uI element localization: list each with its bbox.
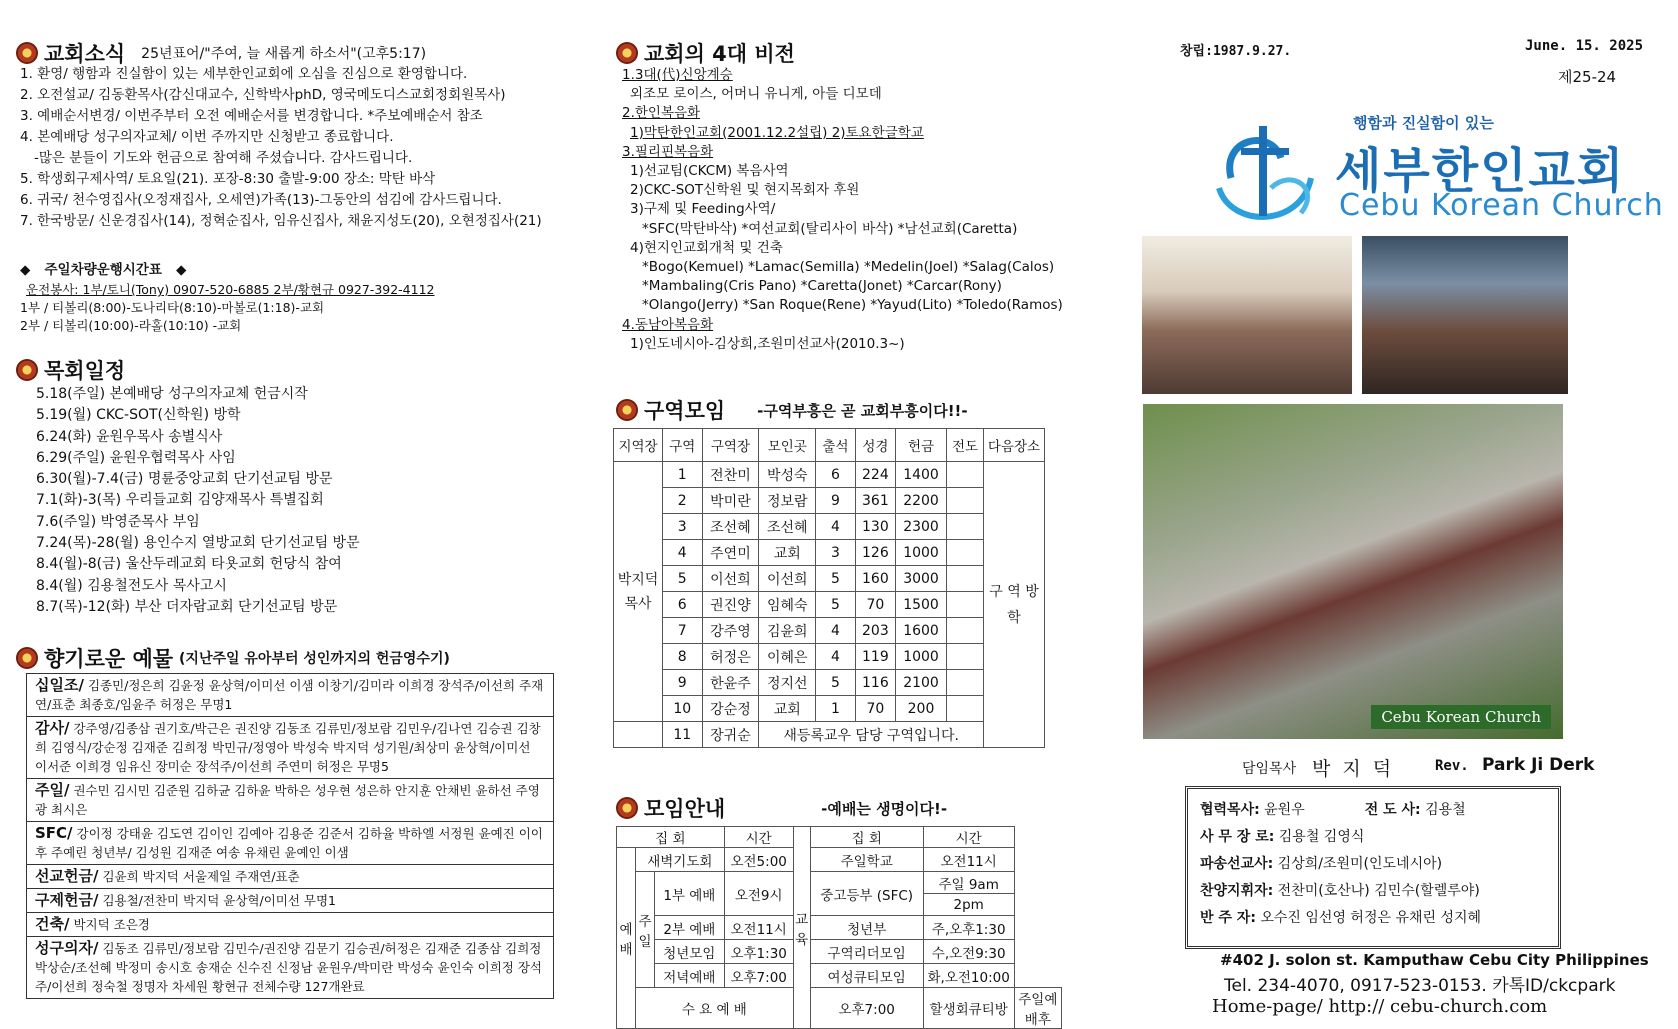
district-cell: 3000 xyxy=(896,566,947,592)
district-header-row xyxy=(614,429,1045,462)
meeting-row xyxy=(617,848,1062,872)
bulletin-date: June. 15. 2025 xyxy=(1525,38,1644,54)
district-cell: 박성숙 xyxy=(759,462,816,488)
vision-item: 4.동남아복음화 xyxy=(622,316,714,333)
district-cell: 70 xyxy=(855,696,895,722)
district-row xyxy=(614,722,1045,748)
district-cell: 장귀순 xyxy=(702,722,759,748)
news-item: 7. 한국방문/ 신운경집사(14), 정혁순집사, 임유신집사, 채윤지성도(20), 오현정집사(21) xyxy=(20,213,542,229)
meeting-s2: 2부 예배 xyxy=(655,916,725,940)
parking-title: 주일차량운행시간표 xyxy=(44,262,162,278)
meeting-row xyxy=(617,964,1062,988)
district-cell: 200 xyxy=(896,696,947,722)
district-cell-evangelism xyxy=(947,644,984,670)
district-cell: 7 xyxy=(663,618,703,644)
news-item: 1. 환영/ 행함과 진실함이 있는 세부한인교회에 오심을 진심으로 환영합니다. xyxy=(20,66,468,82)
founded-date: 창립:1987.9.27. xyxy=(1180,44,1292,59)
meeting-evening-time: 오후7:00 xyxy=(724,964,793,988)
offering-row xyxy=(27,779,553,822)
flower-icon xyxy=(16,359,38,381)
district-cell: 1400 xyxy=(896,462,947,488)
schedule-item: 8.7(목)-12(화) 부산 더자람교회 단기선교팀 방문 xyxy=(36,598,338,615)
meeting-wed: 수 요 예 배 xyxy=(636,988,794,1029)
district-header-cell: 다음장소 xyxy=(984,429,1045,462)
district-slogan: -구역부흥은 곧 교회부흥이다!!- xyxy=(757,401,968,420)
staff-role: 반 주 자: xyxy=(1200,910,1256,926)
district-cell: 11 xyxy=(663,722,703,748)
district-cell: 4 xyxy=(816,514,856,540)
meeting-row xyxy=(617,940,1062,964)
district-cell: 정지선 xyxy=(759,670,816,696)
staff-name: 김상희/조원미(인도네시아) xyxy=(1277,856,1443,872)
staff-row xyxy=(1200,905,1481,932)
vision-item: *SFC(막탄바삭) *여선교회(탈리사이 바삭) *남선교회(Caretta) xyxy=(642,220,1018,237)
district-cell: 4 xyxy=(816,644,856,670)
issue-number: 제25-24 xyxy=(1558,68,1617,86)
district-cell: 119 xyxy=(855,644,895,670)
district-cell: 허정은 xyxy=(702,644,759,670)
offering-category: SFC/ xyxy=(35,824,73,842)
diamond-icon: ◆ xyxy=(20,262,31,278)
parking-driver: 운전봉사: 1부/토니(Tony) 0907-520-6885 2부/황현규 0927-392-4112 xyxy=(26,282,435,297)
meeting-s1: 1부 예배 xyxy=(655,872,725,916)
church-building-photo xyxy=(1143,404,1563,739)
meeting-e3: 청년부 xyxy=(810,916,923,940)
offering-title: 향기로운 예물 xyxy=(44,647,174,671)
meeting-header-row xyxy=(617,827,1062,848)
pastoral-section-header xyxy=(16,355,125,385)
district-cell: 1000 xyxy=(896,540,947,566)
staff-row xyxy=(1200,878,1481,905)
news-title: 교회소식 xyxy=(44,42,126,66)
staff-role: 협력목사: xyxy=(1200,802,1260,818)
offering-row xyxy=(27,913,553,937)
district-cell: 8 xyxy=(663,644,703,670)
staff-row xyxy=(1200,797,1481,824)
district-cell-evangelism xyxy=(947,670,984,696)
district-cell: 박미란 xyxy=(702,488,759,514)
district-cell: 5 xyxy=(816,566,856,592)
district-cell: 주연미 xyxy=(702,540,759,566)
vision-item: 2)CKC-SOT신학원 및 현지목회자 후원 xyxy=(630,182,860,199)
district-cell: 임혜숙 xyxy=(759,592,816,618)
offering-row xyxy=(27,865,553,889)
meeting-dawn: 새벽기도회 xyxy=(636,848,725,872)
staff-name: 오수진 임선영 허정은 유채린 성지혜 xyxy=(1260,910,1482,926)
district-cell: 224 xyxy=(855,462,895,488)
district-row xyxy=(614,696,1045,722)
district-cell: 1500 xyxy=(896,592,947,618)
schedule-item: 5.19(월) CKC-SOT(신학원) 방학 xyxy=(36,407,241,424)
meeting-e6-time: 주일예배후 xyxy=(1014,988,1061,1029)
district-cell: 이혜은 xyxy=(759,644,816,670)
district-cell: 강주영 xyxy=(702,618,759,644)
meeting-title: 모임안내 xyxy=(644,797,726,821)
offering-category: 주일/ xyxy=(35,781,70,799)
schedule-item: 6.24(화) 윤원우목사 송별식사 xyxy=(36,428,223,445)
offering-row xyxy=(27,822,553,865)
meeting-e1-time: 오전11시 xyxy=(923,848,1014,872)
staff-row xyxy=(1200,851,1481,878)
staff-name: 전찬미(호산나) 김민수(할렐루야) xyxy=(1277,883,1480,899)
district-header-cell: 전도 xyxy=(947,429,984,462)
schedule-item: 7.1(화)-3(목) 우리들교회 김양재목사 특별집회 xyxy=(36,492,324,509)
meeting-e4-time: 수,오전9:30 xyxy=(923,940,1014,964)
offering-row xyxy=(27,937,553,998)
meeting-e5: 여성큐티모임 xyxy=(810,964,923,988)
staff-role: 찬양지휘자: xyxy=(1200,883,1274,899)
vision-item: 외조모 로이스, 어머니 유니게, 아들 디모데 xyxy=(630,86,882,103)
vision-title: 교회의 4대 비전 xyxy=(644,42,795,66)
district-cell: 9 xyxy=(663,670,703,696)
district-cell: 1 xyxy=(816,696,856,722)
district-row xyxy=(614,540,1045,566)
district-cell: 4 xyxy=(663,540,703,566)
pastor-name-en: Park Ji Derk xyxy=(1482,755,1595,775)
pastor-name-ko: 박 지 덕 xyxy=(1312,758,1395,780)
district-cell: 1600 xyxy=(896,618,947,644)
offering-names: 김용철/전찬미 박지덕 윤상혁/이미선 무명1 xyxy=(102,893,337,908)
offering-names: 김윤희 박지덕 서울제일 주재연/표춘 xyxy=(102,869,300,884)
meeting-row xyxy=(617,916,1062,940)
district-cell: 2200 xyxy=(896,488,947,514)
district-cell: 2300 xyxy=(896,514,947,540)
district-next-place: 구 역 방 학 xyxy=(984,462,1045,748)
offering-names: 강주영/김종삼 권기호/박근은 권진양 김동조 김류민/정보람 김민우/김나연 김승권 김창희 김영식/강순정 김재준 김희정 박민규/정영아 박성숙 박지덕 성기원/최상미 윤상혁/이미선 이서준 이희경 임유신 장미순 장석주/이선희 주연미 허정은 무명5 xyxy=(35,721,541,774)
district-row xyxy=(614,592,1045,618)
district-header-cell: 지역장 xyxy=(614,429,663,462)
meeting-table xyxy=(616,826,1062,1029)
vision-item: 2.한인복음화 xyxy=(622,105,701,122)
meeting-wed-time: 오후7:00 xyxy=(810,988,923,1029)
district-row xyxy=(614,670,1045,696)
church-logo-icon xyxy=(1211,118,1327,226)
pastoral-list xyxy=(36,384,360,618)
pastoral-title: 목회일정 xyxy=(44,359,126,383)
district-header-cell: 성경 xyxy=(855,429,895,462)
offering-category: 선교헌금/ xyxy=(35,867,99,885)
flower-icon xyxy=(616,797,638,819)
district-cell: 3 xyxy=(816,540,856,566)
news-item: 4. 본예배당 성구의자교체/ 이번 주까지만 신청받고 종료합니다. xyxy=(20,129,394,145)
vision-section-header xyxy=(616,38,795,68)
meeting-head-3: 집 회 xyxy=(810,827,923,848)
news-item: 6. 귀국/ 천수영집사(오정재집사, 오세연)가족(13)-그동안의 섬김에 감사드립니다. xyxy=(20,192,502,208)
schedule-item: 7.6(주일) 박영준목사 부임 xyxy=(36,513,200,530)
meeting-e3-time: 주,오후1:30 xyxy=(923,916,1014,940)
flower-icon xyxy=(16,42,38,64)
staff-name: 김용철 김영식 xyxy=(1278,829,1365,845)
meeting-head-1: 집 회 xyxy=(617,827,725,848)
offering-section-header xyxy=(16,643,450,673)
district-row xyxy=(614,488,1045,514)
district-cell: 2 xyxy=(663,488,703,514)
news-item: -많은 분들이 기도와 헌금으로 참여해 주셨습니다. 감사드립니다. xyxy=(34,150,413,166)
parking-route-1: 1부 / 티볼리(8:00)-도나리타(8:10)-마볼로(1:18)-교회 xyxy=(20,300,325,315)
meeting-dawn-time: 오전5:00 xyxy=(724,848,793,872)
district-header-cell: 헌금 xyxy=(896,429,947,462)
meeting-e6: 할생회큐티방 xyxy=(923,988,1014,1029)
district-cell-evangelism xyxy=(947,618,984,644)
district-cell: 116 xyxy=(855,670,895,696)
district-cell-evangelism xyxy=(947,592,984,618)
offering-row xyxy=(27,674,553,717)
offering-names: 권수민 김시민 김준원 김하균 김하윤 박하은 성우현 성은하 안지훈 안채빈 윤하선 주영광 최시은 xyxy=(35,783,540,817)
district-cell: 5 xyxy=(663,566,703,592)
schedule-item: 6.30(월)-7.4(금) 명륜중앙교회 단기선교팀 방문 xyxy=(36,471,333,488)
meeting-e4: 구역리더모임 xyxy=(810,940,923,964)
district-cell: 김윤희 xyxy=(759,618,816,644)
district-row xyxy=(614,462,1045,488)
staff-role: 전 도 사: xyxy=(1364,802,1421,818)
offering-category: 감사/ xyxy=(35,719,70,737)
meeting-evening: 저녁예배 xyxy=(655,964,725,988)
district-row xyxy=(614,618,1045,644)
offering-category: 구제헌금/ xyxy=(35,891,99,909)
staff-list xyxy=(1200,797,1481,932)
news-item: 2. 오전설교/ 김동환목사(감신대교수, 신학박사phD, 영국메도디스교회정회원목사) xyxy=(20,87,506,103)
meeting-sunday-label: 주 일 xyxy=(636,872,655,988)
district-note: 새등록교우 담당 구역입니다. xyxy=(759,722,984,748)
vision-item: *Bogo(Kemuel) *Lamac(Semilla) *Medelin(Joel) *Salag(Calos) xyxy=(642,259,1055,276)
offering-subtitle: (지난주일 유아부터 성인까지의 헌금영수기) xyxy=(179,651,450,667)
vision-item: 1.3대(代)신앙계승 xyxy=(622,67,733,83)
vision-item: 4)현지인교회개척 및 건축 xyxy=(630,239,783,256)
district-cell: 6 xyxy=(663,592,703,618)
offering-names: 김동조 김류민/정보람 김민수/권진양 김문기 김승권/허정은 김재준 김종삼 김희정 박상순/조선혜 박정미 송시호 송재순 신수진 신정남 윤원우/박미란 박성숙 윤인숙 이희정 장석주/이선희 정숙철 정명자 차세원 황현규 전체수량 127개완료 xyxy=(35,941,543,994)
meeting-e2-time-1: 주일 9am xyxy=(923,872,1014,894)
congregation-photo-2 xyxy=(1362,236,1568,394)
meeting-e1: 주일학교 xyxy=(810,848,923,872)
meeting-row xyxy=(617,872,1062,894)
district-cell: 정보람 xyxy=(759,488,816,514)
offering-names: 박지덕 조은경 xyxy=(73,917,150,932)
vision-list xyxy=(622,66,1063,354)
logo-tagline: 행함과 진실함이 있는 xyxy=(1353,114,1494,132)
vision-item: 3)구제 및 Feeding사역/ xyxy=(630,201,776,218)
district-cell: 교회 xyxy=(759,540,816,566)
district-cell: 한윤주 xyxy=(702,670,759,696)
offering-category: 성구의자/ xyxy=(35,939,99,957)
district-row xyxy=(614,514,1045,540)
staff-role: 파송선교사: xyxy=(1200,856,1274,872)
district-cell: 조선혜 xyxy=(759,514,816,540)
meeting-head-2: 시간 xyxy=(724,827,793,848)
church-name-ko: 세부한인교회 xyxy=(1335,143,1626,199)
district-cell: 3 xyxy=(663,514,703,540)
parking-route-2: 2부 / 티볼리(10:00)-라홀(10:10) -교회 xyxy=(20,318,242,333)
photo-caption: Cebu Korean Church xyxy=(1371,705,1551,729)
meeting-head-4: 시간 xyxy=(923,827,1014,848)
district-cell-empty xyxy=(614,722,663,748)
offering-category: 십일조/ xyxy=(35,676,84,694)
district-header-cell: 모인곳 xyxy=(759,429,816,462)
parking-title-row xyxy=(20,258,186,278)
meeting-youth-time: 오후1:30 xyxy=(724,940,793,964)
district-section-header xyxy=(616,395,968,425)
flower-icon xyxy=(616,42,638,64)
district-cell: 이선희 xyxy=(759,566,816,592)
meeting-edu-label: 교 육 xyxy=(793,827,810,1029)
meeting-slogan: -예배는 생명이다!- xyxy=(821,799,948,818)
offering-row xyxy=(27,889,553,913)
meeting-section-header xyxy=(616,793,947,823)
church-address: #402 J. solon st. Kamputhaw Cebu City Philippines xyxy=(1220,951,1649,969)
district-cell: 160 xyxy=(855,566,895,592)
schedule-item: 7.24(목)-28(월) 용인수지 열방교회 단기선교팀 방문 xyxy=(36,535,360,552)
church-homepage[interactable]: Home-page/ http:// cebu-church.com xyxy=(1212,996,1548,1017)
district-leader: 박지덕 목사 xyxy=(614,462,663,722)
meeting-youth: 청년모임 xyxy=(655,940,725,964)
congregation-photo-1 xyxy=(1142,236,1352,394)
offering-names: 김종민/정은희 김윤정 윤상혁/이미선 이샘 이창기/김미라 이희경 장석주/이선희 주재연/표춘 최종호/임윤주 허정은 무명1 xyxy=(35,678,544,712)
schedule-item: 8.4(월)-8(금) 울산두레교회 타욧교회 헌당식 참여 xyxy=(36,556,342,573)
schedule-item: 6.29(주일) 윤원우협력목사 사임 xyxy=(36,449,236,466)
district-cell: 5 xyxy=(816,670,856,696)
district-cell: 교회 xyxy=(759,696,816,722)
news-item: 5. 학생회구제사역/ 토요일(21). 포장-8:30 출발-9:00 장소: 막탄 바삭 xyxy=(20,171,436,187)
district-cell: 강순정 xyxy=(702,696,759,722)
vision-item: *Olango(Jerry) *San Roque(Rene) *Yayud(Lito) *Toledo(Ramos) xyxy=(642,297,1063,314)
district-cell: 130 xyxy=(855,514,895,540)
flower-icon xyxy=(616,399,638,421)
district-cell: 5 xyxy=(816,592,856,618)
meeting-row xyxy=(617,988,1062,1029)
meeting-s1-time: 오전9시 xyxy=(724,872,793,916)
meeting-worship-label: 예 배 xyxy=(617,848,636,1029)
district-row xyxy=(614,644,1045,670)
offering-category: 건축/ xyxy=(35,915,70,933)
district-cell-evangelism xyxy=(947,696,984,722)
vision-item: *Mambaling(Cris Pano) *Caretta(Jonet) *Carcar(Rony) xyxy=(642,278,1002,295)
meeting-s2-time: 오전11시 xyxy=(724,916,793,940)
offering-names: 강이정 강태윤 김도연 김이인 김예아 김용준 김준서 김하율 박하엘 서정원 윤예진 이이후 주예린 청년부/ 김성원 김재준 여송 유채린 윤예인 이샘 xyxy=(35,826,543,860)
district-cell: 조선혜 xyxy=(702,514,759,540)
diamond-icon: ◆ xyxy=(175,262,187,278)
district-cell: 361 xyxy=(855,488,895,514)
district-cell: 권진양 xyxy=(702,592,759,618)
district-cell-evangelism xyxy=(947,488,984,514)
staff-role: 사 무 장 로: xyxy=(1200,829,1275,845)
district-cell: 203 xyxy=(855,618,895,644)
district-header-cell: 구역장 xyxy=(702,429,759,462)
offering-box xyxy=(26,673,554,999)
pastor-label: 담임목사 xyxy=(1242,761,1297,777)
district-cell-evangelism xyxy=(947,462,984,488)
schedule-item: 5.18(주일) 본예배당 성구의자교체 헌금시작 xyxy=(36,386,308,402)
staff-row xyxy=(1200,824,1481,851)
district-row xyxy=(614,566,1045,592)
district-header-cell: 출석 xyxy=(816,429,856,462)
district-cell: 9 xyxy=(816,488,856,514)
church-name-en: Cebu Korean Church xyxy=(1339,188,1664,223)
district-cell: 6 xyxy=(816,462,856,488)
offering-row xyxy=(27,717,553,779)
district-header-cell: 구역 xyxy=(663,429,703,462)
meeting-e2: 중고등부 (SFC) xyxy=(810,872,923,916)
district-cell-evangelism xyxy=(947,540,984,566)
district-cell: 70 xyxy=(855,592,895,618)
meeting-e2-time-2: 2pm xyxy=(923,894,1014,916)
meeting-e5-time: 화,오전10:00 xyxy=(923,964,1014,988)
pastor-rev: Rev. xyxy=(1435,758,1469,774)
district-cell: 4 xyxy=(816,618,856,644)
district-cell: 1 xyxy=(663,462,703,488)
district-cell-evangelism xyxy=(947,514,984,540)
staff-name: 윤원우 xyxy=(1264,802,1305,818)
district-cell: 126 xyxy=(855,540,895,566)
vision-item: 1)인도네시아-김상희,조원미선교사(2010.3~) xyxy=(630,335,905,352)
district-cell: 10 xyxy=(663,696,703,722)
staff-box xyxy=(1185,786,1561,949)
news-motto: 25년표어/"주여, 늘 새롭게 하소서"(고후5:17) xyxy=(141,46,427,62)
district-title: 구역모임 xyxy=(644,399,726,423)
church-tel: Tel. 234-4070, 0917-523-0153. 카톡ID/ckcpark xyxy=(1224,976,1616,996)
news-list xyxy=(20,64,542,232)
district-cell-evangelism xyxy=(947,566,984,592)
district-cell: 이선희 xyxy=(702,566,759,592)
district-cell: 2100 xyxy=(896,670,947,696)
vision-item: 1)막탄한인교회(2001.12.2설립) 2)토요한글학교 xyxy=(630,124,924,141)
vision-item: 3.필리핀복음화 xyxy=(622,143,714,160)
flower-icon xyxy=(16,647,38,669)
schedule-item: 8.4(월) 김용철전도사 목사고시 xyxy=(36,577,227,594)
news-item: 3. 예배순서변경/ 이번주부터 오전 예배순서를 변경합니다. *주보예배순서 참조 xyxy=(20,108,483,124)
district-cell: 1000 xyxy=(896,644,947,670)
vision-item: 1)선교팀(CKCM) 복음사역 xyxy=(630,163,789,180)
district-table xyxy=(613,428,1045,748)
staff-name: 김용철 xyxy=(1425,802,1466,818)
district-cell: 전찬미 xyxy=(702,462,759,488)
